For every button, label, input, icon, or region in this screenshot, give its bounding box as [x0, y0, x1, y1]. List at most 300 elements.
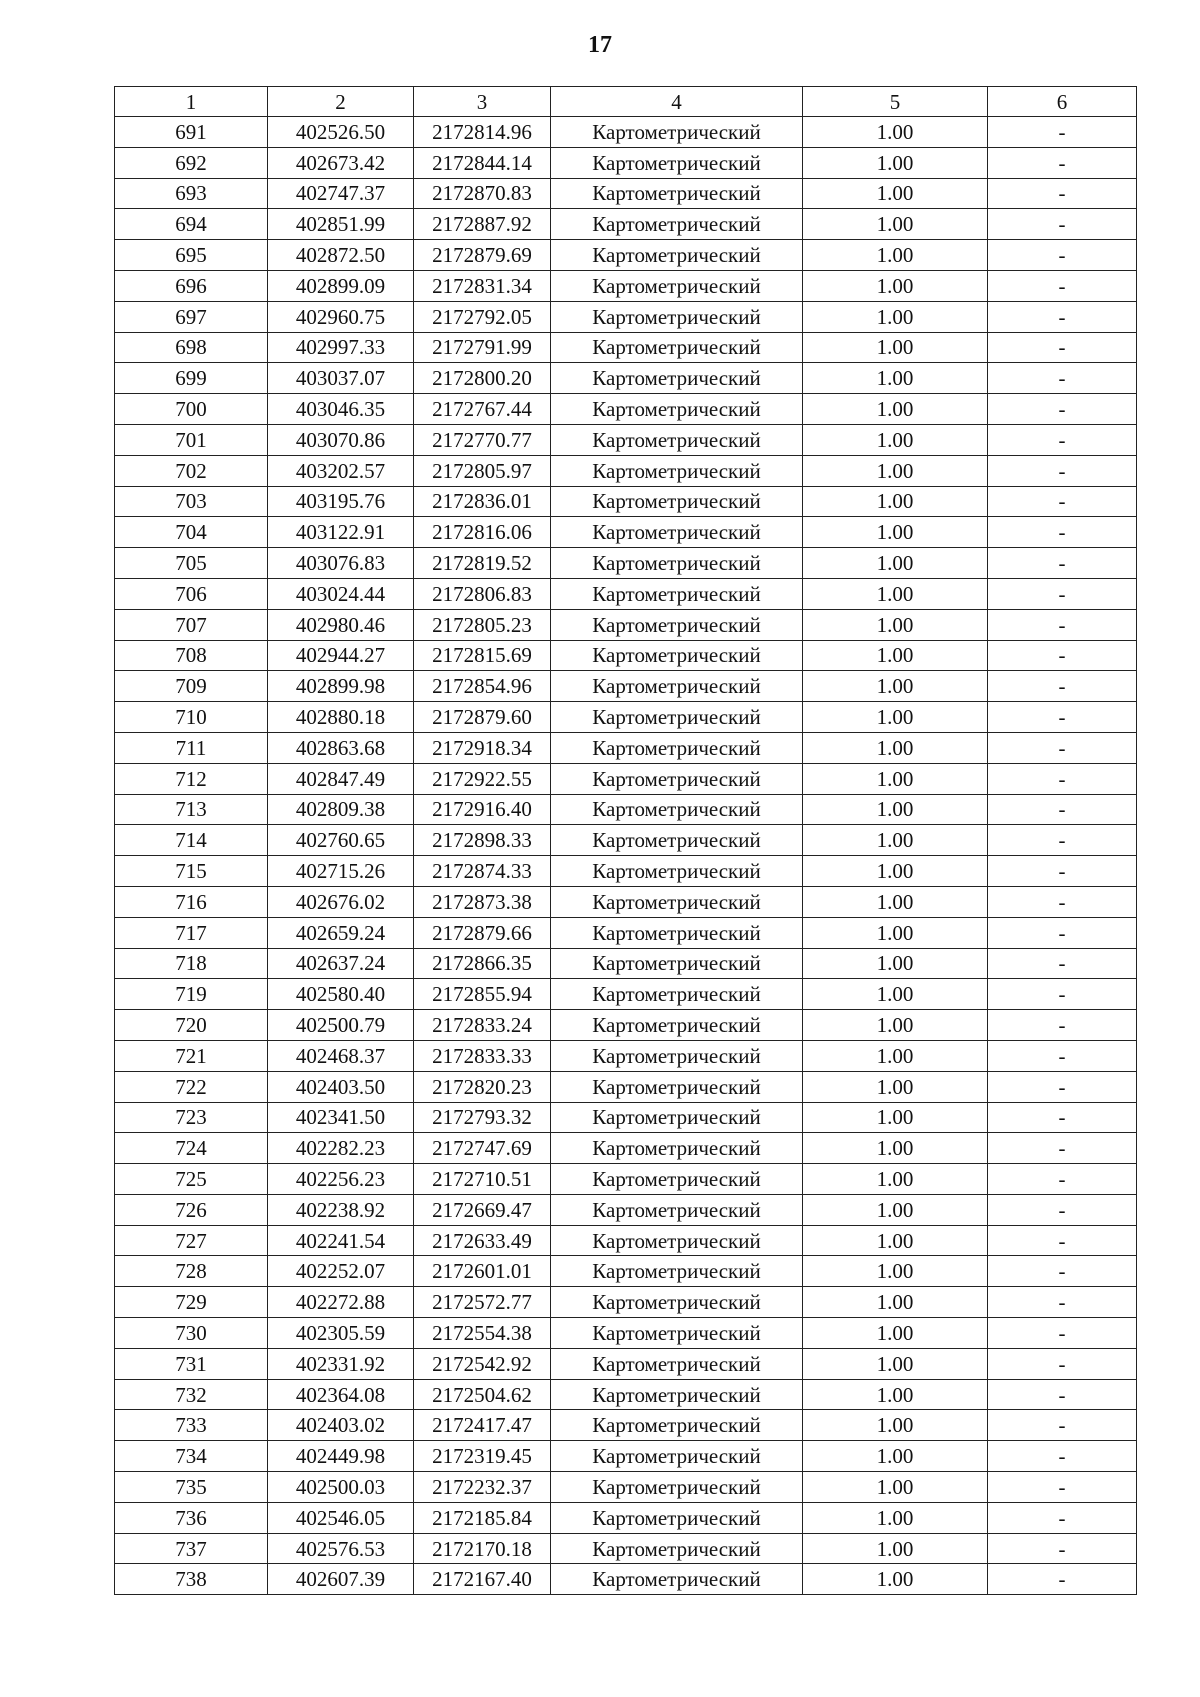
accuracy-cell: 1.00	[803, 486, 988, 517]
y-coordinate-cell: 2172887.92	[414, 209, 551, 240]
accuracy-cell: 1.00	[803, 794, 988, 825]
accuracy-cell: 1.00	[803, 825, 988, 856]
description-cell: -	[988, 1441, 1137, 1472]
method-cell: Картометрический	[551, 363, 803, 394]
x-coordinate-cell: 402272.88	[268, 1287, 414, 1318]
x-coordinate-cell: 402500.03	[268, 1472, 414, 1503]
accuracy-cell: 1.00	[803, 1564, 988, 1595]
x-coordinate-cell: 402944.27	[268, 640, 414, 671]
method-cell: Картометрический	[551, 825, 803, 856]
method-cell: Картометрический	[551, 1441, 803, 1472]
x-coordinate-cell: 402715.26	[268, 856, 414, 887]
y-coordinate-cell: 2172922.55	[414, 763, 551, 794]
description-cell: -	[988, 1348, 1137, 1379]
accuracy-cell: 1.00	[803, 1164, 988, 1195]
table-row	[115, 455, 1137, 486]
column-header: 6	[988, 87, 1137, 117]
method-cell: Картометрический	[551, 394, 803, 425]
column-header: 5	[803, 87, 988, 117]
y-coordinate-cell: 2172805.97	[414, 455, 551, 486]
point-number-cell: 696	[115, 270, 268, 301]
point-number-cell: 701	[115, 424, 268, 455]
point-number-cell: 722	[115, 1071, 268, 1102]
description-cell: -	[988, 332, 1137, 363]
table-row	[115, 1564, 1137, 1595]
point-number-cell: 721	[115, 1040, 268, 1071]
table-row	[115, 1348, 1137, 1379]
description-cell: -	[988, 209, 1137, 240]
point-number-cell: 714	[115, 825, 268, 856]
y-coordinate-cell: 2172819.52	[414, 548, 551, 579]
method-cell: Картометрический	[551, 948, 803, 979]
description-cell: -	[988, 886, 1137, 917]
y-coordinate-cell: 2172816.06	[414, 517, 551, 548]
method-cell: Картометрический	[551, 1318, 803, 1349]
accuracy-cell: 1.00	[803, 1102, 988, 1133]
x-coordinate-cell: 402863.68	[268, 732, 414, 763]
table-row	[115, 394, 1137, 425]
point-number-cell: 720	[115, 1010, 268, 1041]
point-number-cell: 698	[115, 332, 268, 363]
method-cell: Картометрический	[551, 1164, 803, 1195]
accuracy-cell: 1.00	[803, 1472, 988, 1503]
accuracy-cell: 1.00	[803, 1010, 988, 1041]
point-number-cell: 700	[115, 394, 268, 425]
method-cell: Картометрический	[551, 1071, 803, 1102]
description-cell: -	[988, 640, 1137, 671]
y-coordinate-cell: 2172800.20	[414, 363, 551, 394]
x-coordinate-cell: 402449.98	[268, 1441, 414, 1472]
y-coordinate-cell: 2172814.96	[414, 117, 551, 148]
point-number-cell: 710	[115, 702, 268, 733]
description-cell: -	[988, 240, 1137, 271]
point-number-cell: 697	[115, 301, 268, 332]
x-coordinate-cell: 402997.33	[268, 332, 414, 363]
y-coordinate-cell: 2172669.47	[414, 1194, 551, 1225]
description-cell: -	[988, 1225, 1137, 1256]
description-cell: -	[988, 1102, 1137, 1133]
point-number-cell: 707	[115, 609, 268, 640]
table-row	[115, 948, 1137, 979]
table-row	[115, 117, 1137, 148]
y-coordinate-cell: 2172874.33	[414, 856, 551, 887]
y-coordinate-cell: 2172417.47	[414, 1410, 551, 1441]
y-coordinate-cell: 2172791.99	[414, 332, 551, 363]
table-row	[115, 178, 1137, 209]
description-cell: -	[988, 917, 1137, 948]
point-number-cell: 730	[115, 1318, 268, 1349]
point-number-cell: 691	[115, 117, 268, 148]
accuracy-cell: 1.00	[803, 1040, 988, 1071]
table-row	[115, 1533, 1137, 1564]
accuracy-cell: 1.00	[803, 548, 988, 579]
y-coordinate-cell: 2172831.34	[414, 270, 551, 301]
y-coordinate-cell: 2172833.33	[414, 1040, 551, 1071]
description-cell: -	[988, 1533, 1137, 1564]
point-number-cell: 692	[115, 147, 268, 178]
table-row	[115, 147, 1137, 178]
accuracy-cell: 1.00	[803, 1133, 988, 1164]
y-coordinate-cell: 2172770.77	[414, 424, 551, 455]
description-cell: -	[988, 1379, 1137, 1410]
x-coordinate-cell: 402576.53	[268, 1533, 414, 1564]
point-number-cell: 728	[115, 1256, 268, 1287]
table-row	[115, 424, 1137, 455]
y-coordinate-cell: 2172167.40	[414, 1564, 551, 1595]
accuracy-cell: 1.00	[803, 1318, 988, 1349]
table-row	[115, 640, 1137, 671]
x-coordinate-cell: 402468.37	[268, 1040, 414, 1071]
method-cell: Картометрический	[551, 917, 803, 948]
accuracy-cell: 1.00	[803, 332, 988, 363]
description-cell: -	[988, 147, 1137, 178]
x-coordinate-cell: 402241.54	[268, 1225, 414, 1256]
table-row	[115, 486, 1137, 517]
y-coordinate-cell: 2172879.66	[414, 917, 551, 948]
accuracy-cell: 1.00	[803, 948, 988, 979]
point-number-cell: 736	[115, 1502, 268, 1533]
method-cell: Картометрический	[551, 1225, 803, 1256]
description-cell: -	[988, 548, 1137, 579]
table-row	[115, 1318, 1137, 1349]
method-cell: Картометрический	[551, 240, 803, 271]
accuracy-cell: 1.00	[803, 1194, 988, 1225]
accuracy-cell: 1.00	[803, 1071, 988, 1102]
description-cell: -	[988, 1164, 1137, 1195]
table-row	[115, 702, 1137, 733]
point-number-cell: 717	[115, 917, 268, 948]
x-coordinate-cell: 402637.24	[268, 948, 414, 979]
y-coordinate-cell: 2172873.38	[414, 886, 551, 917]
point-number-cell: 694	[115, 209, 268, 240]
x-coordinate-cell: 402676.02	[268, 886, 414, 917]
x-coordinate-cell: 402747.37	[268, 178, 414, 209]
method-cell: Картометрический	[551, 117, 803, 148]
description-cell: -	[988, 856, 1137, 887]
x-coordinate-cell: 402899.98	[268, 671, 414, 702]
x-coordinate-cell: 403024.44	[268, 578, 414, 609]
method-cell: Картометрический	[551, 1040, 803, 1071]
y-coordinate-cell: 2172185.84	[414, 1502, 551, 1533]
x-coordinate-cell: 402364.08	[268, 1379, 414, 1410]
x-coordinate-cell: 402880.18	[268, 702, 414, 733]
accuracy-cell: 1.00	[803, 1225, 988, 1256]
point-number-cell: 726	[115, 1194, 268, 1225]
table-row	[115, 517, 1137, 548]
page-number: 17	[588, 32, 612, 58]
accuracy-cell: 1.00	[803, 732, 988, 763]
y-coordinate-cell: 2172767.44	[414, 394, 551, 425]
x-coordinate-cell: 403202.57	[268, 455, 414, 486]
point-number-cell: 724	[115, 1133, 268, 1164]
table-row	[115, 1225, 1137, 1256]
method-cell: Картометрический	[551, 1379, 803, 1410]
table-row	[115, 1502, 1137, 1533]
method-cell: Картометрический	[551, 1348, 803, 1379]
x-coordinate-cell: 402341.50	[268, 1102, 414, 1133]
table-row	[115, 763, 1137, 794]
accuracy-cell: 1.00	[803, 394, 988, 425]
point-number-cell: 733	[115, 1410, 268, 1441]
description-cell: -	[988, 455, 1137, 486]
table-row	[115, 609, 1137, 640]
table-row	[115, 578, 1137, 609]
x-coordinate-cell: 402238.92	[268, 1194, 414, 1225]
description-cell: -	[988, 1410, 1137, 1441]
y-coordinate-cell: 2172854.96	[414, 671, 551, 702]
x-coordinate-cell: 402526.50	[268, 117, 414, 148]
method-cell: Картометрический	[551, 578, 803, 609]
method-cell: Картометрический	[551, 517, 803, 548]
table-row	[115, 886, 1137, 917]
description-cell: -	[988, 1256, 1137, 1287]
description-cell: -	[988, 424, 1137, 455]
description-cell: -	[988, 1133, 1137, 1164]
method-cell: Картометрический	[551, 856, 803, 887]
description-cell: -	[988, 270, 1137, 301]
point-number-cell: 708	[115, 640, 268, 671]
x-coordinate-cell: 403076.83	[268, 548, 414, 579]
accuracy-cell: 1.00	[803, 917, 988, 948]
method-cell: Картометрический	[551, 424, 803, 455]
method-cell: Картометрический	[551, 1533, 803, 1564]
table-row	[115, 856, 1137, 887]
table-row	[115, 671, 1137, 702]
point-number-cell: 699	[115, 363, 268, 394]
accuracy-cell: 1.00	[803, 1410, 988, 1441]
column-header: 4	[551, 87, 803, 117]
column-header: 3	[414, 87, 551, 117]
point-number-cell: 737	[115, 1533, 268, 1564]
method-cell: Картометрический	[551, 1194, 803, 1225]
y-coordinate-cell: 2172572.77	[414, 1287, 551, 1318]
method-cell: Картометрический	[551, 1256, 803, 1287]
y-coordinate-cell: 2172554.38	[414, 1318, 551, 1349]
table-row	[115, 917, 1137, 948]
method-cell: Картометрический	[551, 1102, 803, 1133]
point-number-cell: 712	[115, 763, 268, 794]
description-cell: -	[988, 178, 1137, 209]
accuracy-cell: 1.00	[803, 1441, 988, 1472]
table-row	[115, 1194, 1137, 1225]
y-coordinate-cell: 2172710.51	[414, 1164, 551, 1195]
method-cell: Картометрический	[551, 1010, 803, 1041]
table-row	[115, 1379, 1137, 1410]
x-coordinate-cell: 402305.59	[268, 1318, 414, 1349]
column-header: 1	[115, 87, 268, 117]
x-coordinate-cell: 402331.92	[268, 1348, 414, 1379]
description-cell: -	[988, 1318, 1137, 1349]
accuracy-cell: 1.00	[803, 424, 988, 455]
point-number-cell: 723	[115, 1102, 268, 1133]
accuracy-cell: 1.00	[803, 1287, 988, 1318]
point-number-cell: 693	[115, 178, 268, 209]
x-coordinate-cell: 402659.24	[268, 917, 414, 948]
column-header: 2	[268, 87, 414, 117]
accuracy-cell: 1.00	[803, 117, 988, 148]
method-cell: Картометрический	[551, 548, 803, 579]
y-coordinate-cell: 2172805.23	[414, 609, 551, 640]
coordinates-table	[114, 86, 1137, 1595]
table-row	[115, 1287, 1137, 1318]
y-coordinate-cell: 2172916.40	[414, 794, 551, 825]
y-coordinate-cell: 2172833.24	[414, 1010, 551, 1041]
table-row	[115, 332, 1137, 363]
y-coordinate-cell: 2172918.34	[414, 732, 551, 763]
description-cell: -	[988, 979, 1137, 1010]
accuracy-cell: 1.00	[803, 209, 988, 240]
table-row	[115, 1256, 1137, 1287]
description-cell: -	[988, 301, 1137, 332]
x-coordinate-cell: 403070.86	[268, 424, 414, 455]
description-cell: -	[988, 1194, 1137, 1225]
point-number-cell: 703	[115, 486, 268, 517]
method-cell: Картометрический	[551, 763, 803, 794]
table-row	[115, 270, 1137, 301]
x-coordinate-cell: 402872.50	[268, 240, 414, 271]
method-cell: Картометрический	[551, 455, 803, 486]
x-coordinate-cell: 402282.23	[268, 1133, 414, 1164]
accuracy-cell: 1.00	[803, 1379, 988, 1410]
description-cell: -	[988, 486, 1137, 517]
description-cell: -	[988, 763, 1137, 794]
point-number-cell: 704	[115, 517, 268, 548]
description-cell: -	[988, 825, 1137, 856]
x-coordinate-cell: 402403.02	[268, 1410, 414, 1441]
table-row	[115, 732, 1137, 763]
table-row	[115, 825, 1137, 856]
table-row	[115, 1410, 1137, 1441]
method-cell: Картометрический	[551, 1472, 803, 1503]
x-coordinate-cell: 403195.76	[268, 486, 414, 517]
y-coordinate-cell: 2172898.33	[414, 825, 551, 856]
point-number-cell: 706	[115, 578, 268, 609]
accuracy-cell: 1.00	[803, 1502, 988, 1533]
table-row	[115, 1133, 1137, 1164]
accuracy-cell: 1.00	[803, 763, 988, 794]
point-number-cell: 713	[115, 794, 268, 825]
accuracy-cell: 1.00	[803, 363, 988, 394]
point-number-cell: 735	[115, 1472, 268, 1503]
table-header-row	[115, 87, 1137, 117]
x-coordinate-cell: 402580.40	[268, 979, 414, 1010]
y-coordinate-cell: 2172633.49	[414, 1225, 551, 1256]
method-cell: Картометрический	[551, 609, 803, 640]
y-coordinate-cell: 2172870.83	[414, 178, 551, 209]
x-coordinate-cell: 402847.49	[268, 763, 414, 794]
y-coordinate-cell: 2172793.32	[414, 1102, 551, 1133]
description-cell: -	[988, 948, 1137, 979]
y-coordinate-cell: 2172601.01	[414, 1256, 551, 1287]
table-row	[115, 979, 1137, 1010]
point-number-cell: 729	[115, 1287, 268, 1318]
method-cell: Картометрический	[551, 301, 803, 332]
y-coordinate-cell: 2172855.94	[414, 979, 551, 1010]
x-coordinate-cell: 402256.23	[268, 1164, 414, 1195]
accuracy-cell: 1.00	[803, 178, 988, 209]
y-coordinate-cell: 2172232.37	[414, 1472, 551, 1503]
accuracy-cell: 1.00	[803, 240, 988, 271]
point-number-cell: 716	[115, 886, 268, 917]
description-cell: -	[988, 732, 1137, 763]
method-cell: Картометрический	[551, 1502, 803, 1533]
y-coordinate-cell: 2172747.69	[414, 1133, 551, 1164]
table-row	[115, 301, 1137, 332]
x-coordinate-cell: 402980.46	[268, 609, 414, 640]
description-cell: -	[988, 702, 1137, 733]
x-coordinate-cell: 402252.07	[268, 1256, 414, 1287]
method-cell: Картометрический	[551, 178, 803, 209]
point-number-cell: 705	[115, 548, 268, 579]
method-cell: Картометрический	[551, 1564, 803, 1595]
point-number-cell: 725	[115, 1164, 268, 1195]
accuracy-cell: 1.00	[803, 1533, 988, 1564]
x-coordinate-cell: 403122.91	[268, 517, 414, 548]
accuracy-cell: 1.00	[803, 886, 988, 917]
point-number-cell: 702	[115, 455, 268, 486]
method-cell: Картометрический	[551, 732, 803, 763]
description-cell: -	[988, 609, 1137, 640]
accuracy-cell: 1.00	[803, 578, 988, 609]
method-cell: Картометрический	[551, 332, 803, 363]
accuracy-cell: 1.00	[803, 301, 988, 332]
x-coordinate-cell: 402899.09	[268, 270, 414, 301]
accuracy-cell: 1.00	[803, 640, 988, 671]
method-cell: Картометрический	[551, 147, 803, 178]
y-coordinate-cell: 2172879.69	[414, 240, 551, 271]
accuracy-cell: 1.00	[803, 609, 988, 640]
y-coordinate-cell: 2172879.60	[414, 702, 551, 733]
y-coordinate-cell: 2172792.05	[414, 301, 551, 332]
accuracy-cell: 1.00	[803, 1348, 988, 1379]
point-number-cell: 709	[115, 671, 268, 702]
y-coordinate-cell: 2172504.62	[414, 1379, 551, 1410]
accuracy-cell: 1.00	[803, 979, 988, 1010]
point-number-cell: 727	[115, 1225, 268, 1256]
accuracy-cell: 1.00	[803, 147, 988, 178]
table-row	[115, 548, 1137, 579]
method-cell: Картометрический	[551, 886, 803, 917]
table-row	[115, 209, 1137, 240]
accuracy-cell: 1.00	[803, 517, 988, 548]
point-number-cell: 711	[115, 732, 268, 763]
description-cell: -	[988, 1010, 1137, 1041]
table-row	[115, 1102, 1137, 1133]
method-cell: Картометрический	[551, 1133, 803, 1164]
method-cell: Картометрический	[551, 640, 803, 671]
description-cell: -	[988, 1071, 1137, 1102]
description-cell: -	[988, 1040, 1137, 1071]
description-cell: -	[988, 1472, 1137, 1503]
method-cell: Картометрический	[551, 794, 803, 825]
method-cell: Картометрический	[551, 979, 803, 1010]
accuracy-cell: 1.00	[803, 270, 988, 301]
method-cell: Картометрический	[551, 1410, 803, 1441]
method-cell: Картометрический	[551, 209, 803, 240]
x-coordinate-cell: 402673.42	[268, 147, 414, 178]
table-row	[115, 1441, 1137, 1472]
point-number-cell: 738	[115, 1564, 268, 1595]
method-cell: Картометрический	[551, 671, 803, 702]
method-cell: Картометрический	[551, 1287, 803, 1318]
y-coordinate-cell: 2172319.45	[414, 1441, 551, 1472]
point-number-cell: 732	[115, 1379, 268, 1410]
table-body	[115, 117, 1137, 1595]
point-number-cell: 718	[115, 948, 268, 979]
method-cell: Картометрический	[551, 486, 803, 517]
y-coordinate-cell: 2172170.18	[414, 1533, 551, 1564]
x-coordinate-cell: 402546.05	[268, 1502, 414, 1533]
